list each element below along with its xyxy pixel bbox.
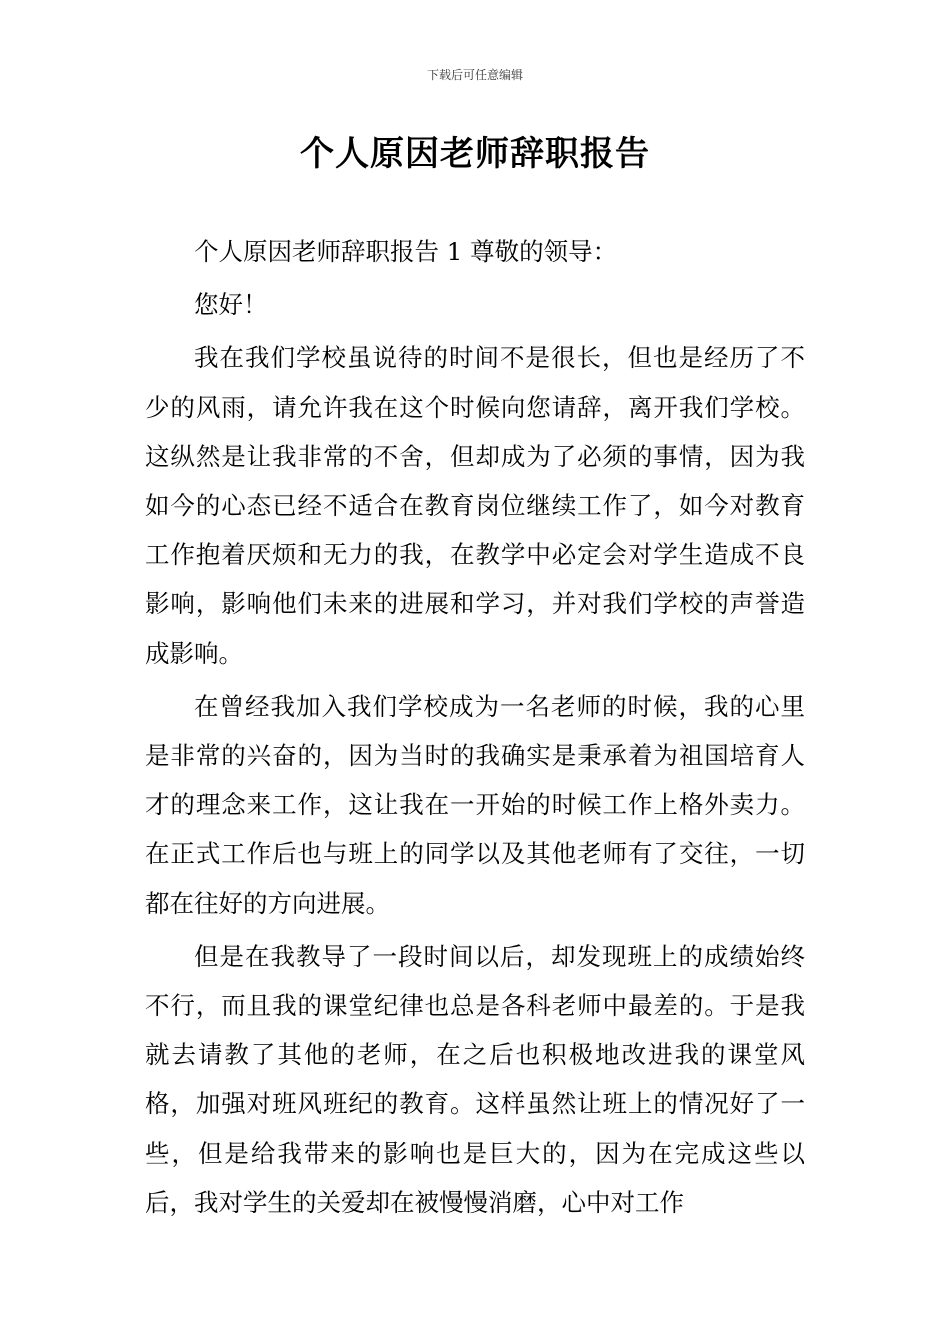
document-title: 个人原因老师辞职报告 bbox=[300, 134, 650, 174]
header-note: 下载后可任意编辑 bbox=[426, 68, 523, 82]
greeting-line: 您好！ bbox=[194, 290, 268, 320]
body-paragraph: 我在我们学校虽说待的时间不是很长，但也是经历了不少的风雨，请允许我在这个时候向您请辞，离开我们学校。这纵然是让我非常的不舍，但却成为了必须的事情，因为我如今的心态已经不适合在教育岗位继续工作了，如今对教育工作抱着厌烦和无力的我，在教学中必定会对学生造成不良影响，影响他们未来的进展和学习，并对我们学校的声誉造成影响。 bbox=[145, 343, 805, 668]
salutation-line: 个人原因老师辞职报告 1 尊敬的领导： bbox=[194, 237, 618, 266]
body-paragraph: 在曾经我加入我们学校成为一名老师的时候，我的心里是非常的兴奋的，因为当时的我确实是秉承着为祖国培育人才的理念来工作，这让我在一开始的时候工作上格外卖力。在正式工作后也与班上的同学以及其他老师有了交往，一切都在往好的方向进展。 bbox=[145, 691, 805, 918]
document-body bbox=[145, 227, 805, 1231]
body-paragraph: 但是在我教导了一段时间以后，却发现班上的成绩始终不行，而且我的课堂纪律也总是各科老师中最差的。于是我就去请教了其他的老师，在之后也积极地改进我的课堂风格，加强对班风班纪的教育。这样虽然让班上的情况好了一些，但是给我带来的影响也是巨大的，因为在完成这些以后，我对学生的关爱却在被慢慢消磨，心中对工作 bbox=[145, 941, 805, 1217]
